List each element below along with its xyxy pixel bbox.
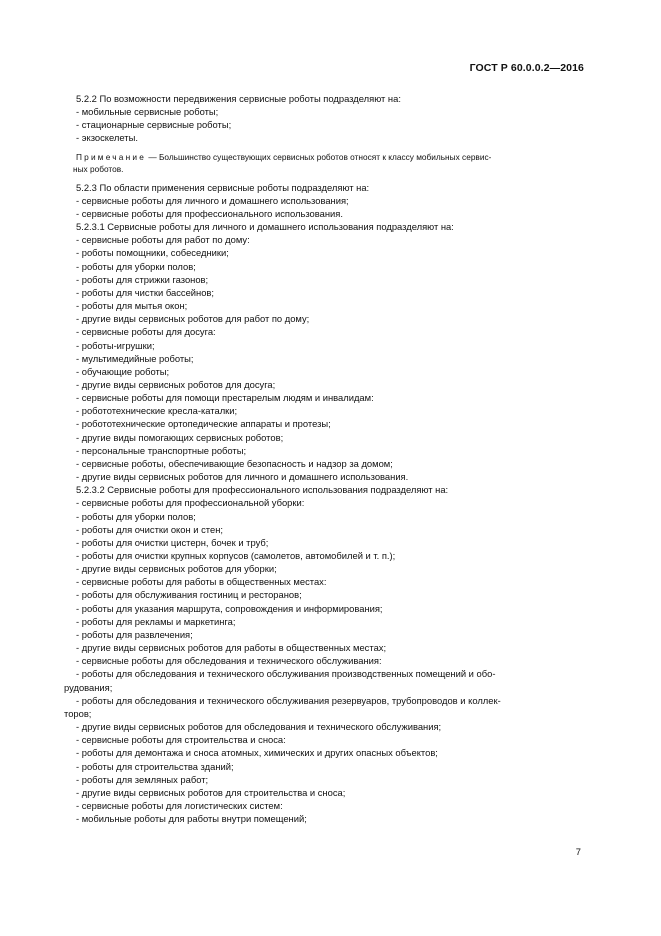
list-item: - персональные транспортные роботы; bbox=[76, 444, 247, 456]
list-item: - роботы помощники, собеседники; bbox=[76, 247, 229, 259]
section-5-2-3-2-intro: 5.2.3.2 Сервисные роботы для профессионального использования подразделяют на: bbox=[76, 484, 449, 496]
section-5-2-3-intro: 5.2.3 По области применения сервисные роботы подразделяют на: bbox=[76, 181, 370, 193]
list-item: - другие виды сервисных роботов для досуга; bbox=[76, 378, 276, 390]
list-item: - сервисные роботы, обеспечивающие безопасность и надзор за домом; bbox=[76, 457, 393, 469]
list-item: - другие виды сервисных роботов для уборки; bbox=[76, 563, 277, 575]
list-item: - роботы для указания маршрута, сопровождения и информирования; bbox=[76, 602, 383, 614]
note-label: Примечание bbox=[76, 151, 147, 162]
list-item: - мобильные сервисные роботы; bbox=[76, 106, 219, 118]
list-item: - роботы для рекламы и маркетинга; bbox=[76, 615, 236, 627]
list-item: - сервисные роботы для работы в общественных местах: bbox=[76, 576, 327, 588]
list-item: - мобильные роботы для работы внутри помещений; bbox=[76, 813, 307, 825]
note-text-line2: ных роботов. bbox=[73, 163, 124, 174]
list-item: - другие виды сервисных роботов для личного и домашнего использования. bbox=[76, 471, 409, 483]
list-item: - другие виды сервисных роботов для строительства и сноса; bbox=[76, 786, 346, 798]
list-item: - робототехнические кресла-каталки; bbox=[76, 405, 238, 417]
list-item: - сервисные роботы для помощи престарелым людям и инвалидам: bbox=[76, 392, 374, 404]
list-item: - робототехнические ортопедические аппараты и протезы; bbox=[76, 418, 331, 430]
section-5-2-3-1-intro: 5.2.3.1 Сервисные роботы для личного и домашнего использования подразделяют на: bbox=[76, 221, 454, 233]
list-item: - роботы для уборки полов; bbox=[76, 510, 196, 522]
list-item: - сервисные роботы для профессиональной уборки: bbox=[76, 497, 305, 509]
list-item: - роботы для чистки бассейнов; bbox=[76, 286, 215, 298]
list-item-wrapped-line2: торов; bbox=[64, 707, 92, 719]
list-item: - сервисные роботы для личного и домашнего использования; bbox=[76, 194, 349, 206]
list-item: - роботы для демонтажа и сноса атомных, химических и других опасных объектов; bbox=[76, 747, 438, 759]
list-item: - сервисные роботы для обследования и технического обслуживания: bbox=[76, 655, 382, 667]
list-item: - роботы для очистки крупных корпусов (самолетов, автомобилей и т. п.); bbox=[76, 550, 396, 561]
list-item: - роботы для очистки цистерн, бочек и труб; bbox=[76, 536, 269, 548]
list-item: - роботы-игрушки; bbox=[76, 339, 155, 351]
document-body bbox=[64, 92, 585, 825]
list-item: - роботы для строительства зданий; bbox=[76, 760, 234, 772]
list-item: - сервисные роботы для логистических систем: bbox=[76, 799, 283, 811]
list-item: - другие виды помогающих сервисных роботов; bbox=[76, 431, 284, 443]
list-item: - роботы для развлечения; bbox=[76, 628, 193, 640]
note-text-line1: — Большинство существующих сервисных роботов относят к классу мобильных сервис- bbox=[146, 151, 492, 162]
list-item: - сервисные роботы для профессионального использования. bbox=[76, 207, 343, 219]
note-block bbox=[73, 151, 585, 175]
list-item: - другие виды сервисных роботов для работы в общественных местах; bbox=[76, 642, 387, 654]
list-item: - роботы для уборки полов; bbox=[76, 260, 196, 272]
list-item: - роботы для стрижки газонов; bbox=[76, 273, 209, 285]
list-item: - роботы для мытья окон; bbox=[76, 300, 188, 312]
list-item-wrapped-line2: рудования; bbox=[64, 681, 113, 693]
document-header: ГОСТ Р 60.0.0.2—2016 bbox=[469, 62, 584, 74]
page-number: 7 bbox=[575, 846, 581, 857]
list-item: - другие виды сервисных роботов для обследования и технического обслуживания; bbox=[76, 721, 442, 733]
list-item: - мультимедийные роботы; bbox=[76, 352, 194, 364]
list-item: - обучающие роботы; bbox=[76, 365, 170, 377]
section-5-2-2-intro: 5.2.2 По возможности передвижения сервисные роботы подразделяют на: bbox=[76, 93, 401, 104]
list-item: - сервисные роботы для строительства и сноса: bbox=[76, 734, 286, 746]
list-item: - роботы для очистки окон и стен; bbox=[76, 523, 223, 535]
list-item-wrapped-line1: - роботы для обследования и технического обслуживания производственных помещений и обо- bbox=[76, 668, 496, 680]
list-item: - роботы для обслуживания гостиниц и ресторанов; bbox=[76, 589, 302, 601]
list-item: - экзоскелеты. bbox=[76, 132, 138, 144]
list-item: - сервисные роботы для работ по дому: bbox=[76, 234, 250, 246]
list-item: - стационарные сервисные роботы; bbox=[76, 119, 232, 131]
list-item: - сервисные роботы для досуга: bbox=[76, 326, 216, 338]
list-item: - другие виды сервисных роботов для работ по дому; bbox=[76, 313, 310, 325]
list-item-wrapped-line1: - роботы для обследования и технического обслуживания резервуаров, трубопроводов и коллек- bbox=[76, 694, 501, 706]
list-item: - роботы для земляных работ; bbox=[76, 773, 209, 785]
